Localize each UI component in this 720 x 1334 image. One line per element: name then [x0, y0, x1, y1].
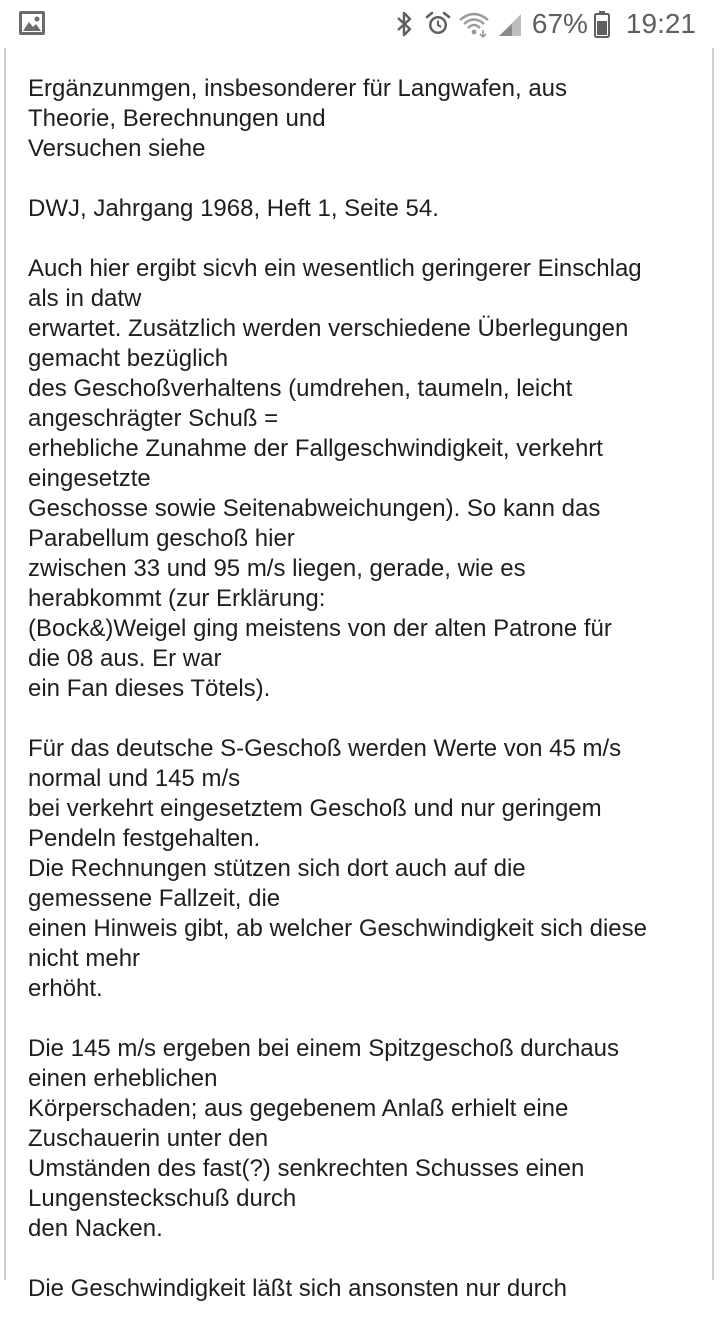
text-line: des Geschoßverhaltens (umdrehen, taumeln, leicht: [28, 375, 573, 402]
text-line: den Nacken.: [28, 1215, 163, 1242]
paragraph: [28, 194, 708, 224]
text-line: als in datw: [28, 285, 142, 312]
image-icon: [18, 10, 46, 36]
text-line: nicht mehr: [28, 945, 141, 972]
text-line: Die 145 m/s ergeben bei einem Spitzgeschoß durchaus: [28, 1035, 619, 1062]
status-icons: [390, 0, 696, 48]
text-line: einen erheblichen: [28, 1065, 218, 1092]
alarm-icon: [424, 10, 452, 38]
bluetooth-icon: [390, 10, 418, 38]
text-line: Auch hier ergibt sicvh ein wesentlich geringerer Einschlag: [28, 255, 642, 282]
document-viewer[interactable]: [4, 48, 714, 1302]
paragraph: [28, 1274, 708, 1304]
text-line: Lungensteckschuß durch: [28, 1185, 297, 1212]
battery-icon: [594, 10, 610, 38]
text-line: erhebliche Zunahme der Fallgeschwindigkeit, verkehrt: [28, 435, 603, 462]
text-line: bei verkehrt eingesetztem Geschoß und nur geringem: [28, 795, 602, 822]
text-line: einen Hinweis gibt, ab welcher Geschwindigkeit sich diese: [28, 915, 647, 942]
paragraph: [28, 254, 708, 704]
text-line: DWJ, Jahrgang 1968, Heft 1, Seite 54.: [28, 195, 439, 222]
text-line: normal und 145 m/s: [28, 765, 241, 792]
text-line: Die Geschwindigkeit läßt sich ansonsten nur durch: [28, 1275, 567, 1302]
text-line: Theorie, Berechnungen und: [28, 105, 326, 132]
text-line: erhöht.: [28, 975, 103, 1002]
wifi-icon: [458, 10, 490, 38]
text-line: zwischen 33 und 95 m/s liegen, gerade, wie es: [28, 555, 526, 582]
text-line: Parabellum geschoß hier: [28, 525, 295, 552]
text-line: Pendeln festgehalten.: [28, 825, 261, 852]
text-line: eingesetzte: [28, 465, 151, 492]
text-line: herabkommt (zur Erklärung:: [28, 585, 326, 612]
text-line: Zuschauerin unter den: [28, 1125, 269, 1152]
text-line: die 08 aus. Er war: [28, 645, 222, 672]
clock-time: 19:21: [625, 8, 696, 39]
paragraph: [28, 1034, 708, 1244]
text-line: ein Fan dieses Tötels).: [28, 675, 271, 702]
text-line: Umständen des fast(?) senkrechten Schusses einen: [28, 1155, 585, 1182]
document-text: [28, 74, 708, 1334]
battery-percent: 67%: [531, 8, 588, 39]
signal-icon: [496, 10, 524, 38]
text-line: Versuchen siehe: [28, 135, 206, 162]
text-line: angeschrägter Schuß =: [28, 405, 279, 432]
paragraph: [28, 734, 708, 1004]
text-line: erwartet. Zusätzlich werden verschiedene Überlegungen: [28, 315, 629, 342]
text-line: Ergänzunmgen, insbesonderer für Langwafen, aus: [28, 75, 568, 102]
text-line: Geschosse sowie Seitenabweichungen). So kann das: [28, 495, 601, 522]
text-line: Für das deutsche S-Geschoß werden Werte von 45 m/s: [28, 735, 622, 762]
text-line: Die Rechnungen stützen sich dort auch auf die: [28, 855, 526, 882]
text-line: gemacht bezüglich: [28, 345, 229, 372]
text-line: Körperschaden; aus gegebenem Anlaß erhielt eine: [28, 1095, 569, 1122]
status-bar: [0, 0, 720, 48]
paragraph: [28, 74, 708, 164]
text-line: gemessene Fallzeit, die: [28, 885, 281, 912]
text-line: (Bock&)Weigel ging meistens von der alten Patrone für: [28, 615, 612, 642]
